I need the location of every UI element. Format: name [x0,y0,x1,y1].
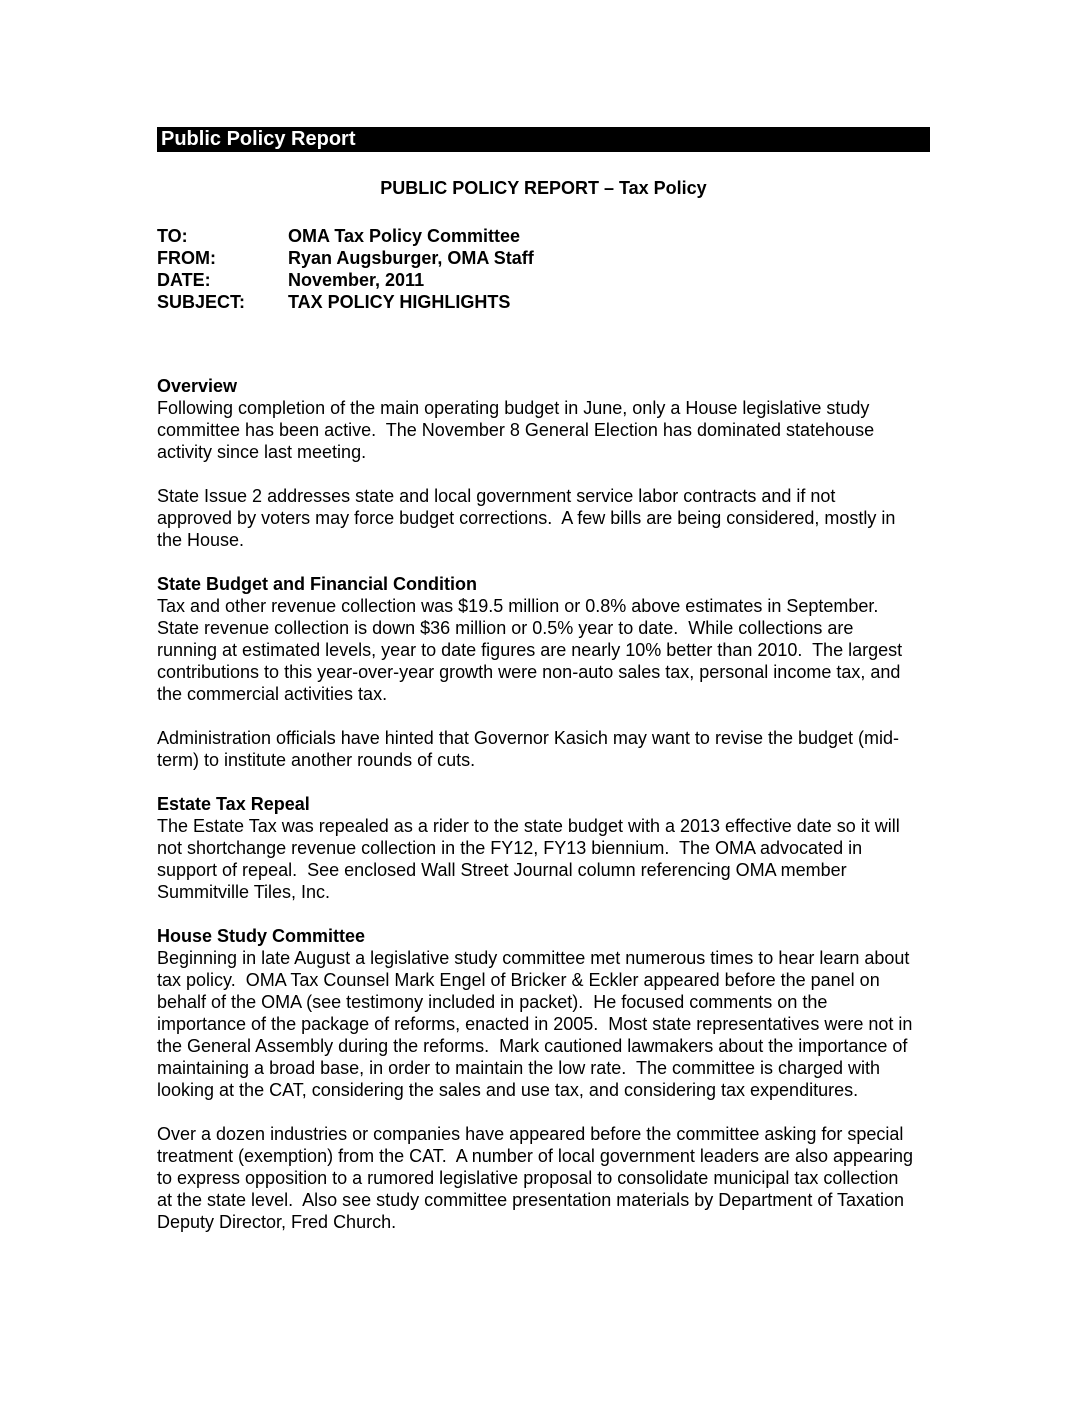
section-house-study-committee [157,925,919,1233]
page-title: PUBLIC POLICY REPORT – Tax Policy [380,178,707,198]
memo-row-date [157,269,930,291]
memo-header [157,225,930,313]
section-estate-tax [157,793,915,903]
section-overview [157,375,915,551]
paragraph: The Estate Tax was repealed as a rider to the state budget with a 2013 effective date so it will not shortchange revenue collection in the FY12, FY13 biennium. The OMA advocated in support of repeal. See enclosed Wall Street Journal column referencing OMA member Summitville Tiles, Inc. [157,816,905,902]
section-heading-house-study-committee: House Study Committee [157,926,366,946]
memo-value-date: November, 2011 [288,270,425,290]
memo-row-to [157,225,930,247]
paragraph: Administration officials have hinted that Governor Kasich may want to revise the budget (mid-term) to institute another rounds of cuts. [157,728,900,770]
section-heading-state-budget: State Budget and Financial Condition [157,574,478,594]
memo-label-from: FROM: [157,248,216,268]
paragraph: State Issue 2 addresses state and local government service labor contracts and if not approved by voters may force budget corrections. A few bills are being considered, mostly in the House. [157,486,901,550]
memo-label-subject: SUBJECT: [157,292,246,312]
paragraph: Beginning in late August a legislative study committee met numerous times to hear learn about tax policy. OMA Tax Counsel Mark Engel of Bricker & Eckler appeared before the panel on behalf of the OMA (see testimony included in packet). He focused comments on the importance of the package of reforms, enacted in 2005. Most state representatives were not in the General Assembly during the reforms. Mark cautioned lawmakers about the importance of maintaining a broad base, in order to maintain the low rate. The committee is charged with looking at the CAT, considering the sales and use tax, and considering tax expenditures. [157,948,918,1100]
memo-value-from: Ryan Augsburger, OMA Staff [288,248,534,268]
paragraph: Following completion of the main operating budget in June, only a House legislative study committee has been active. The November 8 General Election has dominated statehouse activity since last meeting. [157,398,880,462]
memo-value-to: OMA Tax Policy Committee [288,226,521,246]
memo-row-subject [157,291,930,313]
memo-value-subject: TAX POLICY HIGHLIGHTS [288,292,511,312]
memo-row-from [157,247,930,269]
memo-label-date: DATE: [157,270,211,290]
section-heading-estate-tax: Estate Tax Repeal [157,794,310,814]
section-state-budget [157,573,915,771]
paragraph: Over a dozen industries or companies have appeared before the committee asking for special treatment (exemption) from the CAT. A number of local government leaders are also appearing to express opposition to a rumored legislative proposal to consolidate municipal tax collection at the state level. Also see study committee presentation materials by Department of Taxation Deputy Director, Fred Church. [157,1124,919,1232]
section-heading-overview: Overview [157,376,238,396]
report-banner [157,127,930,152]
paragraph: Tax and other revenue collection was $19.5 million or 0.8% above estimates in September. State revenue collection is down $36 million or 0.5% year to date. While collections are running at estimated levels, year to date figures are nearly 10% better than 2010. The largest contributions to this year-over-year growth were non-auto sales tax, personal income tax, and the commercial activities tax. [157,596,908,704]
memo-label-to: TO: [157,226,188,246]
banner-title: Public Policy Report [161,128,356,150]
document-body [157,375,919,1233]
